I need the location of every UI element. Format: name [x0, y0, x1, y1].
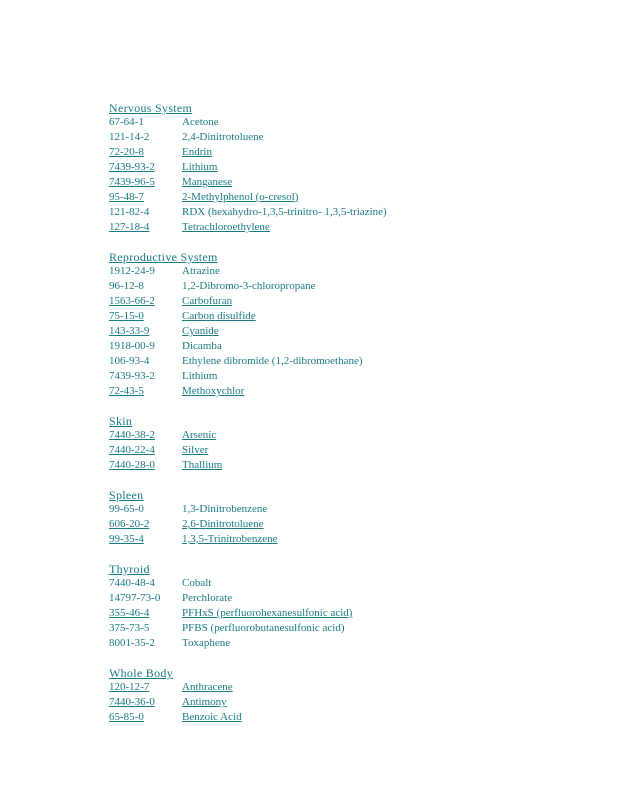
chemical-name-link[interactable]: Manganese [182, 176, 233, 188]
chemical-name-link[interactable]: 2,6-Dinitrotoluene [182, 518, 264, 530]
cas-number-link[interactable]: 65-85-0 [109, 711, 144, 723]
chemical-name-link[interactable]: Cyanide [182, 325, 219, 337]
chemical-name-link[interactable]: Benzoic Acid [182, 711, 242, 723]
chemical-name: Lithium [182, 370, 218, 382]
cas-number: 99-65-0 [109, 503, 144, 515]
cas-number: 1912-24-9 [109, 265, 155, 277]
list-item [109, 458, 387, 473]
chemical-name-link[interactable]: Methoxychlor [182, 385, 245, 397]
chemical-name: Toxaphene [182, 637, 231, 649]
list-item [109, 145, 387, 160]
cas-number: 67-64-1 [109, 116, 144, 128]
cas-number: 121-14-2 [109, 131, 150, 143]
cas-number-link[interactable]: 7440-36-0 [109, 696, 155, 708]
list-item [109, 384, 387, 399]
cas-number-link[interactable]: 72-43-5 [109, 385, 144, 397]
cas-number-link[interactable]: 120-12-7 [109, 681, 150, 693]
cas-number-link[interactable]: 7440-28-0 [109, 459, 155, 471]
chemical-name-link[interactable]: PFHxS (perfluorohexanesulfonic acid) [182, 607, 353, 619]
chemical-name: 2,4-Dinitrotoluene [182, 131, 264, 143]
chemical-name: RDX (hexahydro-1,3,5-trinitro- 1,3,5-triazine) [182, 206, 387, 218]
list-item [109, 279, 387, 294]
list-item [109, 502, 387, 517]
section-nervous-system [109, 101, 387, 235]
section-whole-body [109, 666, 387, 725]
chemical-name: Atrazine [182, 265, 220, 277]
section-heading: Skin [109, 414, 133, 428]
cas-number: 7440-48-4 [109, 577, 155, 589]
cas-number-link[interactable]: 127-18-4 [109, 221, 150, 233]
list-item [109, 175, 387, 190]
cas-number-link[interactable]: 143-33-9 [109, 325, 150, 337]
chemical-name-link[interactable]: Anthracene [182, 681, 233, 693]
chemical-name-link[interactable]: Carbofuran [182, 295, 233, 307]
list-item [109, 636, 387, 651]
list-item [109, 576, 387, 591]
cas-number-link[interactable]: 7439-93-2 [109, 161, 155, 173]
cas-number-link[interactable]: 355-46-4 [109, 607, 150, 619]
cas-number-link[interactable]: 1563-66-2 [109, 295, 155, 307]
list-item [109, 220, 387, 235]
cas-number: 106-93-4 [109, 355, 150, 367]
list-item [109, 115, 387, 130]
list-item [109, 264, 387, 279]
list-item [109, 710, 387, 725]
cas-number: 8001-35-2 [109, 637, 155, 649]
list-item [109, 680, 387, 695]
cas-number-link[interactable]: 7440-22-4 [109, 444, 155, 456]
chemical-name: Acetone [182, 116, 219, 128]
cas-number-link[interactable]: 95-48-7 [109, 191, 144, 203]
list-item [109, 160, 387, 175]
list-item [109, 324, 387, 339]
chemical-name-link[interactable]: Silver [182, 444, 209, 456]
section-heading: Nervous System [109, 101, 193, 115]
chemical-name: Dicamba [182, 340, 222, 352]
list-item [109, 443, 387, 458]
list-item [109, 369, 387, 384]
section-heading: Spleen [109, 488, 144, 502]
cas-number: 1918-00-9 [109, 340, 155, 352]
cas-number: 121-82-4 [109, 206, 150, 218]
chemical-name: PFBS (perfluorobutanesulfonic acid) [182, 622, 345, 634]
list-item [109, 428, 387, 443]
cas-number: 375-73-5 [109, 622, 150, 634]
list-item [109, 532, 387, 547]
list-item [109, 695, 387, 710]
chemical-name-link[interactable]: Lithium [182, 161, 218, 173]
chemical-name-link[interactable]: Arsenic [182, 429, 217, 441]
chemical-name: Ethylene dibromide (1,2-dibromoethane) [182, 355, 363, 367]
chemical-name-link[interactable]: Thallium [182, 459, 223, 471]
list-item [109, 606, 387, 621]
chemical-name: Perchlorate [182, 592, 233, 604]
cas-number-link[interactable]: 72-20-8 [109, 146, 144, 158]
section-spleen [109, 488, 387, 547]
cas-number-link[interactable]: 7440-38-2 [109, 429, 155, 441]
section-skin [109, 414, 387, 473]
chemical-name: Cobalt [182, 577, 212, 589]
cas-number: 7439-93-2 [109, 370, 155, 382]
cas-number-link[interactable]: 606-20-2 [109, 518, 150, 530]
chemical-name-link[interactable]: 1,3,5-Trinitrobenzene [182, 533, 278, 545]
list-item [109, 294, 387, 309]
section-heading: Reproductive System [109, 250, 218, 264]
chemical-name-link[interactable]: Tetrachloroethylene [182, 221, 270, 233]
list-item [109, 621, 387, 636]
section-heading: Whole Body [109, 666, 173, 680]
list-item [109, 354, 387, 369]
cas-number-link[interactable]: 99-35-4 [109, 533, 144, 545]
section-reproductive-system [109, 250, 387, 399]
list-item [109, 190, 387, 205]
cas-number-link[interactable]: 75-15-0 [109, 310, 144, 322]
chemical-name-link[interactable]: Endrin [182, 146, 212, 158]
chemical-list [109, 101, 387, 740]
chemical-name-link[interactable]: 2-Methylphenol (o-cresol) [182, 191, 299, 203]
list-item [109, 591, 387, 606]
section-thyroid [109, 562, 387, 651]
list-item [109, 339, 387, 354]
list-item [109, 205, 387, 220]
list-item [109, 309, 387, 324]
chemical-name: 1,3-Dinitrobenzene [182, 503, 268, 515]
cas-number: 14797-73-0 [109, 592, 161, 604]
chemical-name: 1,2-Dibromo-3-chloropropane [182, 280, 316, 292]
section-heading: Thyroid [109, 562, 150, 576]
chemical-name-link[interactable]: Antimony [182, 696, 227, 708]
cas-number-link[interactable]: 7439-96-5 [109, 176, 155, 188]
list-item [109, 130, 387, 145]
list-item [109, 517, 387, 532]
cas-number: 96-12-8 [109, 280, 144, 292]
chemical-name-link[interactable]: Carbon disulfide [182, 310, 256, 322]
